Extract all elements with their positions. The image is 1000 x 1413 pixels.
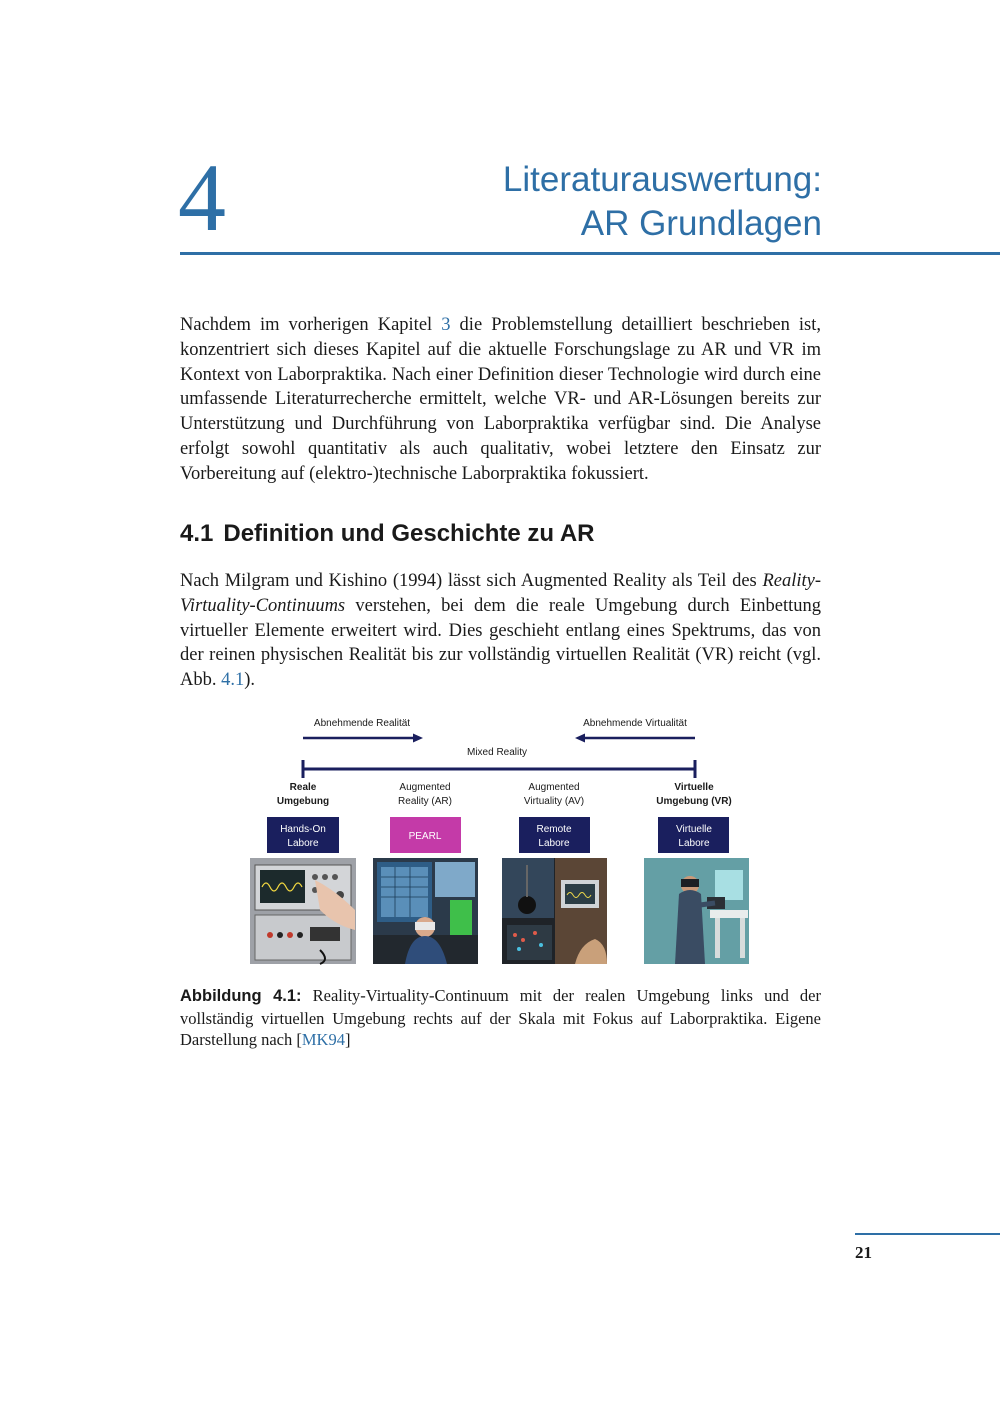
box-hands-on-line1: Hands-On [280, 824, 326, 835]
section-title: Definition und Geschichte zu AR [223, 520, 595, 547]
section-paragraph [180, 569, 821, 693]
arrow-left-label: Abnehmende Realität [313, 718, 411, 729]
position-ar-line2: Reality (AR) [398, 796, 452, 807]
position-real-line2: Umgebung [276, 796, 330, 807]
chapter-title-line2: AR Grundlagen [580, 204, 822, 243]
section-text-3: ). [244, 670, 256, 691]
chapter-rule [180, 252, 1000, 255]
position-ar-line1: Augmented [399, 782, 451, 793]
chapter-ref-link[interactable]: 3 [441, 315, 451, 335]
position-av-line2: Virtuality (AV) [523, 796, 585, 807]
page-number: 21 [855, 1243, 872, 1262]
position-vr-line1: Virtuelle [674, 782, 714, 793]
position-real-line1: Reale [289, 782, 317, 793]
intro-text-rest: die Problemstellung detailliert beschrieben ist, konzentriert sich dieses Kapitel auf die aktuelle Forschungslage zu AR und VR im Kontext von Laborpraktika. Nach einer Definition dieser Technologie wird durch eine umfassende Literaturrecherche ermittelt, welche VR- und AR-Lösungen bereits zur Unterstützung und Durchführung von Laborpraktika verfügbar sind. Die Analyse erfolgt sowohl quantitativ als auch qualitativ, wobei letztere den Einsatz zur Vorbereitung auf (elektro-)technische Laborpraktika fokussiert. [180, 315, 821, 484]
axis-label: Mixed Reality [466, 747, 528, 758]
footer-rule [855, 1233, 1000, 1235]
box-remote-line2: Labore [538, 838, 570, 849]
continuum-figure [245, 705, 755, 970]
arrow-right-label: Abnehmende Virtualität [583, 718, 687, 729]
intro-text-start: Nachdem im vorherigen Kapitel [180, 315, 442, 335]
citation-link[interactable]: MK94 [301, 1030, 345, 1049]
photo-hands-on-lab [250, 858, 356, 964]
figure-caption [180, 985, 821, 1051]
section-heading [180, 518, 595, 550]
position-vr-line2: Umgebung (VR) [656, 796, 732, 807]
chapter-number: 4 [178, 144, 226, 251]
chapter-title-line1: Literaturauswertung: [502, 160, 822, 199]
box-virtual-line2: Labore [678, 838, 710, 849]
box-virtual-line1: Virtuelle [676, 824, 712, 835]
section-text-2: verstehen, bei dem die reale Umgebung durch Einbettung virtueller Elemente erweitert wird. Dies geschieht entlang eines Spektrums, das von der reinen physischen Realität bis zur vollständig virtuellen Realität (VR) reicht (vgl. Abb. [180, 595, 821, 691]
chapter-title [302, 158, 822, 246]
box-pearl-label: PEARL [408, 831, 442, 842]
figure-ref-link[interactable]: 4.1 [221, 670, 245, 691]
box-hands-on-line2: Labore [287, 838, 319, 849]
caption-label: Abbildung 4.1: [180, 987, 302, 1005]
box-remote-line1: Remote [536, 824, 572, 835]
section-text-italic: Reality-Virtuality-Continuums [180, 571, 821, 616]
section-text-1: Nach Milgram und Kishino (1994) lässt sich Augmented Reality als Teil des [180, 571, 763, 591]
arrow-head-left [575, 734, 585, 743]
photo-ar-lab [373, 858, 478, 964]
caption-text-end: ] [344, 1030, 351, 1049]
intro-paragraph [180, 313, 821, 487]
photo-remote-lab [502, 858, 607, 964]
photo-virtual-lab [644, 858, 749, 964]
position-av-line1: Augmented [528, 782, 580, 793]
caption-text: Reality-Virtuality-Continuum mit der realen Umgebung links und der vollständig virtuellen Umgebung rechts auf der Skala mit Fokus auf Laborpraktika. Eigene Darstellung nach [ [180, 986, 821, 1049]
section-number: 4.1 [180, 520, 214, 547]
arrow-head-right [413, 734, 423, 743]
